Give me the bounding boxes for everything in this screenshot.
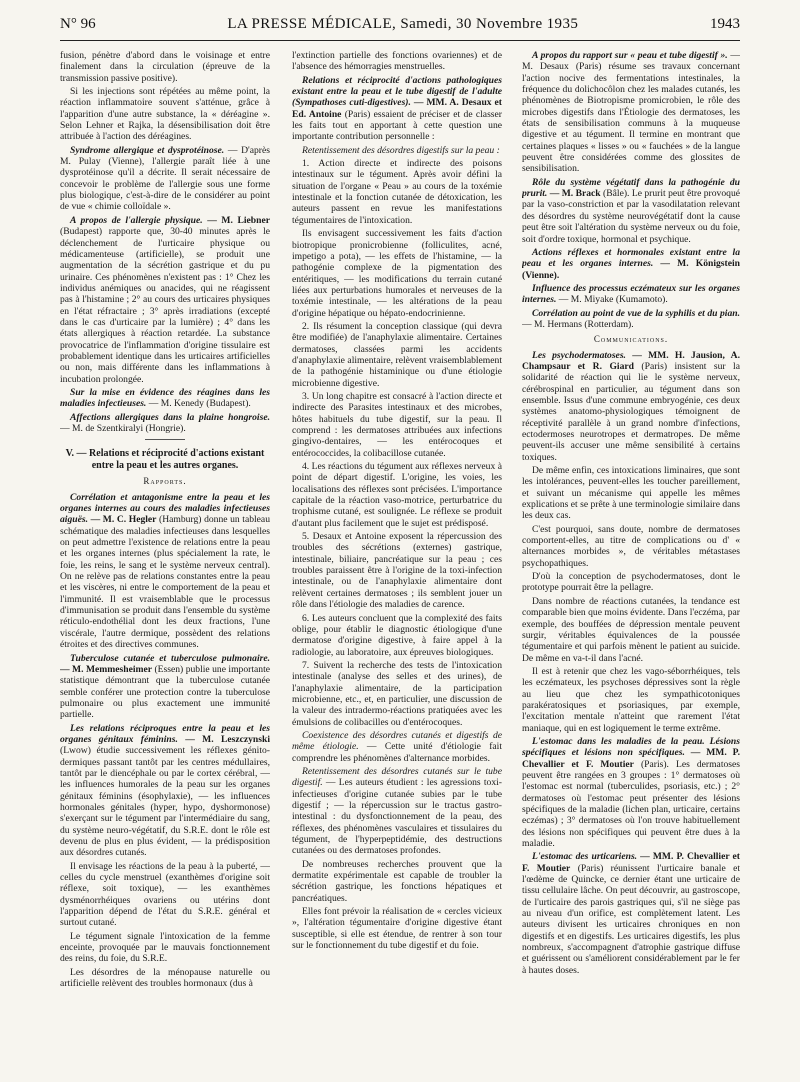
paragraph-body: — Cette unité d'étiologie fait comprendre les phénomènes d'alternance morbides. (292, 741, 502, 764)
article-entry (522, 851, 740, 976)
article-author: — M. Leszczynski (177, 733, 270, 745)
subheading: Coexistence des désordres cutanés et digestifs de même étiologie. (292, 729, 502, 753)
paragraph: Dans nombre de réactions cutanées, la tendance est comparable bien que moins évidente. Dans l'eczéma, par exemple, des bouffées de dépression mentale peuvent surgir, véritables équivalences de la poussée tégumentaire et qui parfois mènent le patient au suicide. De même en va-t-il dans l'acné. (522, 595, 740, 664)
paragraph: Ils envisagent successivement les faits d'action biotropique pronicrobienne (folliculites, acné, impetigo a pota), — les effets de l'histamine, — la pathogénie complexe de la pigmentation des entéritiques, — les modifications du terrain cutané liées aux perturbations humorales et nerveuses de la toxémie intestinale, — les altérations de la peau d'origine hépatique ou hépato-endocrinienne. (292, 228, 502, 319)
article-entry (60, 653, 270, 721)
paragraph: Il envisage les réactions de la peau à la puberté, — celles du cycle menstruel (exanthèmes d'origine soit réflexe, soit toxique), — les exanthèmes dysménorrhéiques ovariens ou utérins dont l'apparition dépend de l'état du S.R.E. général et surtout cutané. (60, 860, 270, 929)
article-entry (60, 412, 270, 435)
article-body: (Paris) résume ses travaux concernant l'action nocive des fermentations intestinales, la fréquence du dolichocôlon chez les malades cutanés, les phénomènes de Biotropisme promicrobien, le rôle des microbes digestifs dans l'Étiologie des dermatoses, les états de sensibilisation communs à la muqueuse digestive et au tégument. Il termine en montrant que certaines plaques « lisses » ou « fauchées » de la langue peuvent être considérées comme des glossites de sensibilisation. (522, 61, 740, 175)
article-author: — M. Memmesheimer (60, 663, 153, 675)
page-header (60, 16, 740, 42)
paragraph: 6. Les auteurs concluent que la complexité des faits oblige, pour établir le diagnostic étiologique d'une dermatose d'origine digestive, à faire appel à la radiologie, au laboratoire, aux épreuves biologiques. (292, 612, 502, 658)
article-entry (292, 75, 502, 143)
article-author: — MM. P. Chevallier et F. Moutier (522, 851, 740, 874)
article-title: A propos du rapport sur « peau et tube digestif ». (532, 50, 728, 61)
subheading: Retentissement des désordres digestifs sur la peau : (302, 144, 500, 156)
article-title: Corrélation et antagonisme entre la peau et les organes internes au cours des maladies infectieuses aiguës. (60, 491, 270, 526)
article-title: Rôle du système végétatif dans la pathogénie du prurit. (522, 176, 740, 200)
subheading: Retentissement des désordres cutanés sur le tube digestif. (292, 765, 502, 789)
article-entry (522, 283, 740, 306)
column-2 (292, 50, 502, 1076)
column-1 (60, 50, 270, 1076)
article-body: (Paris) essaient de préciser et de classer les faits tout en apportant à cette question une importante contribution personnelle : (292, 108, 502, 143)
divider (145, 439, 185, 440)
paragraph: Elles font prévoir la réalisation de « cercles vicieux », l'altération tégumentaire d'origine digestive étant susceptible, si elle est étendue, de rentrer à son tour sur le fonctionnement du tube digestif et du foie. (292, 906, 502, 952)
article-entry (60, 723, 270, 859)
paragraph: 4. Les réactions du tégument aux réflexes nerveux à point de départ digestif. L'origine, les voies, les localisations des réflexes sont précisées. L'importance capitale de la réaction vaso-motrice, perturbatrice du trophisme cutané, est soulignée. Le réflexe se produit d'autant plus facilement que le sujet est prédisposé. (292, 461, 502, 529)
paragraph: l'extinction partielle des fonctions ovariennes) et de l'absence des hémorragies menstruelles. (292, 50, 502, 73)
article-author: — M. Kenedy (Budapest). (146, 398, 251, 410)
article-entry (522, 177, 740, 245)
article-author: — MM. P. Chevallier et F. Moutier (522, 747, 740, 770)
article-body: (Paris) insistent sur la solidarité de réaction qui lie le système nerveux, cérébrospinal en particulier, au tégument dans son ensemble. Issus d'une commune embryogénie, ces deux systèmes anatomo-physiologiques témoignent de réceptivité parallèle à un grand nombre d'infections, ectodermoses neurotropes et dermatropes. De même peuvent-ils accuser une même sensibilité à certains toxiques. (522, 360, 740, 463)
article-entry (522, 308, 740, 331)
article-entry (60, 145, 270, 213)
article-author: — M. C. Hegler (88, 514, 157, 526)
article-title: Sur la mise en évidence des réagines dans les maladies infectieuses. (60, 386, 270, 410)
article-entry (292, 730, 502, 764)
paragraph: 7. Suivent la recherche des tests de l'intoxication intestinale (analyse des selles et des urines), de l'anaphylaxie alimentaire, de la participation microbienne, etc., et, en particulier, une discussion de la valeur des intradermo-réactions pratiquées avec les émulsions de colibacilles ou d'entérocoques. (292, 659, 502, 728)
paragraph: De nombreuses recherches prouvent que la dermatite expérimentale est capable de troubler la sécrétion gastrique, les fonctions hépatiques et pancréatiques. (292, 858, 502, 904)
paragraph: Si les injections sont répétées au même point, la réaction inflammatoire souvent s'atténue, grâce à l'apparition d'une autre substance, la « déréagine ». Selon Lehner et Rajka, la désensibilisation doit être attribuée à l'action des déréagines. (60, 86, 270, 143)
page-number: 1943 (709, 16, 740, 32)
paragraph: 5. Desaux et Antoine exposent la répercussion des troubles des sécrétions (externes) gastrique, intestinale, biliaire, pancréatique sur la peau ; ces troubles paraissent être à l'origine de la toxi-infection intestinale, ou de l'anaphylaxie alimentaire dont relèvent certaines dermatoses ; ils semblent jouer un rôle dans l'étiologie des maladies de carence. (292, 531, 502, 611)
article-title: Les relations réciproques entre la peau et les organes génitaux féminins. (60, 722, 270, 745)
issue-number: N° 96 (60, 16, 96, 32)
paragraph-body: — Les auteurs étudient : les agressions toxi-infectieuses d'origine cutanée subies par le tube digestif ; — la répercussion sur le tractus gastro-intestinal : du dysfonctionnement de la peau, des réflexes, des phénomènes vasculaires et tissulaires du tégument, de l'hyperpeptidémie, des destructions cutanées ou des dermatoses profondes. (292, 777, 502, 857)
article-title: Actions réflexes et hormonales existant entre la peau et les organes internes. (522, 246, 740, 270)
article-author: — M. de Szentkiralyi (Hongrie). (60, 423, 186, 434)
article-title: Tuberculose cutanée et tuberculose pulmonaire. (70, 652, 270, 664)
article-title: L'estomac des urticariens. (532, 851, 638, 863)
paragraph: Il est à retenir que chez les vago-séborrhéiques, tels les eczémateux, les psychoses dépressives sont la règle au lieu que chez les sympathicotoniques parakératosiques et psoriasiques, par exemple, l'excitation mentale n'atteint que rarement l'état maniaque, qui en est logiquement le terme extrême. (522, 665, 740, 734)
paragraph: 3. Un long chapitre est consacré à l'action directe et indirecte des Parasites intestinaux et des microbes, hôtes habituels du tube digestif, sur la peau. Il comprend : les dermatoses attribuées aux infections gingivo-dentaires, — les entérocoques et entérococcides, la colibacillose cutanée. (292, 390, 502, 459)
journal-title: LA PRESSE MÉDICALE, Samedi, 30 Novembre 1935 (227, 16, 579, 32)
paragraph: Le tégument signale l'intoxication de la femme enceinte, provoquée par le mauvais fonctionnement des reins, du foie, du S.R.E. (60, 930, 270, 965)
article-body: (Paris). Les dermatoses peuvent être rangées en 3 groupes : 1° dermatoses où l'estomac est normal (tuberculides, psoriasis, etc.) ; 2° dermatoses où l'estomac peut présenter des lésions spécifiques de la maladie (lichen plan, urticaire, certains eczémas) ; 3° dermatoses où l'on trouve habituellement des lésions non spécifiques qui peuvent être dues à la maladie. (522, 758, 740, 850)
article-body: (Hamburg) donne un tableau schématique des maladies infectieuses dans lesquelles on peut admettre l'existence de relations entre la peau et les organes internes (plus spécialement la rate, le foie, les reins, le sang et le système nerveux central). On ne relève pas de relations constantes entre la peau et les viscères, ni entre le comportement de la peau et l'immunité. Il est vraisemblable que le processus d'immunisation se produit dans l'ensemble du système réticulo-endothélial dont les deux fractions, l'une viscérale, l'autre dermique, possèdent des relations étroites et des directives communes. (60, 514, 270, 651)
paragraph: 1. Action directe et indirecte des poisons intestinaux sur le tégument. Après avoir défini la situation de l'organe « Peau » au cours de la toxémie intestinale et la fonction cutanée de détoxication, les auteurs passent en revue les manifestations tégumentaires de l'intoxication. (292, 158, 502, 226)
article-title: Influence des processus eczémateux sur les organes internes. (522, 282, 740, 306)
article-author: — M. Brack (547, 188, 601, 200)
article-body: (Essen) publie une importante statistique démontrant que la tuberculose cutanée semble conférer une protection contre la tuberculose pulmonaire ou plus exactement une immunité partielle. (60, 663, 270, 721)
article-entry (522, 350, 740, 463)
article-body: — D'après M. Pulay (Vienne), l'allergie paraît liée à une dysprotéinose qu'il a décrite. Il serait nécessaire de concevoir le problème de l'allergie sous une forme plus biologique, c'est-à-dire de le considérer au point de vue « chimie colloïdale ». (60, 144, 270, 213)
article-author: — M. Desaux (522, 50, 740, 73)
header-rule (60, 40, 740, 41)
section-heading: V. — Relations et réciprocité d'actions existant entre la peau et les autres organes. (65, 448, 265, 472)
article-author: — M. Hermans (Rotterdam). (522, 318, 634, 330)
article-body: (Paris) réunissent l'urticaire banale et l'œdème de Quincke, ce dernier étant une urticaire de tissu cellulaire lâche. On peut découvrir, au gastroscope, de l'urticaire des parois gastriques qui, s'il ne siège pas au niveau d'un orifice, est complètement latent. Les auteurs divisent les urticaires chroniques en non digestifs et en digestifs. Les urticaires digestifs, les plus nombreux, s'accompagnent d'atrophie gastrique diffuse et guérissent ou s'améliorent considérablement par le fer à hautes doses. (522, 862, 740, 976)
article-author: — MM. A. Desaux et Ed. Antoine (292, 97, 502, 120)
column-3 (522, 50, 740, 1076)
article-title: Affections allergiques dans la plaine hongroise. (70, 411, 270, 423)
article-author: — M. Königstein (Vienne). (522, 258, 740, 281)
article-title: A propos de l'allergie physique. (70, 214, 203, 226)
article-title: Corrélation au point de vue de la syphilis et du pian. (532, 307, 740, 319)
article-body: (Budapest) rapporte que, 30-40 minutes après le déclenchement de l'urticaire physique ou médicamenteuse (artificielle), se produit une augmentation de la sécrétion gastrique et du pu urinaire. Ces phénomènes n'existent pas : 1° Chez les individus anémiques ou anacides, qui ne réagissent pas à l'histamine ; 2° au cours des urticaires physiques en l'état réfractaire ; 3° après irradiations (excepté dans le cas d'urticaire par la lumière) ; 4° dans les états allergiques à réaction retardée. La substance provocatrice de l'inflammation d'origine tissulaire est probablement identique dans les urticaires artificielles ou non, mais différente dans les inflammations à incubation prolongée. (60, 226, 270, 385)
article-entry (60, 387, 270, 410)
paragraph: Les désordres de la ménopause naturelle ou artificielle relèvent des troubles hormonaux (dus à (60, 966, 270, 990)
article-title: Relations et réciprocité d'actions pathologiques existant entre la peau et le tube digestif de l'adulte (Sympathoses cuti-digestives). (292, 74, 502, 109)
paragraph: fusion, pénètre d'abord dans le voisinage et entre finalement dans la circulation (épreuve de la transmission passive positive). (60, 50, 270, 84)
subsection-label: Rapports. (143, 476, 187, 487)
paragraph: De même enfin, ces intoxications liminaires, que sont les intolérances, peuvent-elles les toucher pareillement, et suivant un mécanisme qui appelle les mêmes explications et se prête à une terminologie similaire dans les deux cas. (522, 465, 740, 522)
article-entry (60, 492, 270, 651)
article-title: Syndrome allergique et dysprotéinose. (70, 144, 225, 156)
article-author: — MM. H. Jausion, A. Champsaur et R. Giard (522, 349, 740, 372)
paragraph: D'où la conception de psychodermatoses, dont le prototype pourrait être la pellagre. (522, 571, 740, 594)
article-entry (292, 766, 502, 857)
paragraph: C'est pourquoi, sans doute, nombre de dermatoses comportent-elles, au titre de complications ou d' « alternances morbides », de véritables métastases psychopathiques. (522, 523, 740, 569)
paragraph: 2. Ils résument la conception classique (qui devra être modifiée) de l'anaphylaxie alimentaire. Certaines dermatoses, classées parmi les accidents d'anaphylaxie alimentaire, relèvent vraisemblablement de la pathogénie histaminique ou d'une étiologie microbienne digestive. (292, 320, 502, 389)
article-author: — M. Miyake (Kumamoto). (556, 294, 668, 306)
article-entry (60, 215, 270, 385)
article-title: Les psychodermatoses. (532, 349, 626, 361)
subsection-label: Communications. (593, 334, 669, 345)
article-entry (522, 736, 740, 849)
article-entry (522, 247, 740, 281)
article-entry (522, 50, 740, 175)
article-title: L'estomac dans les maladies de la peau. Lésions spécifiques et lésions non spécifiques. (522, 735, 740, 759)
article-body: (Bâle). Le prurit peut être provoqué par la vaso-constriction et par la vasodilatation relevant des désordres du système neurovégétatif dont la cause peut être soit l'altération du système nerveux ou du foie, soit d'ordre toxique, hormonal et psychique. (522, 188, 740, 245)
article-author: — M. Liebner (202, 214, 270, 226)
article-body: (Lwow) étudie successivement les réflexes génito-dermiques passant tantôt par les centres médullaires, tantôt par le diencéphale ou par le cortex cérébral, — les influences humorales de la peau sur les organes génitaux féminins (ésophylaxie), — les influences hormonales génitales (hyper, hypo, dyshormonose) s'exerçant sur le tégument par l'intermédiaire du sang, du système neuro-végétatif, du S.R.E. dont le rôle est devenu de plus en plus évident, — la prédisposition aux désordres cutanés. (60, 745, 270, 859)
